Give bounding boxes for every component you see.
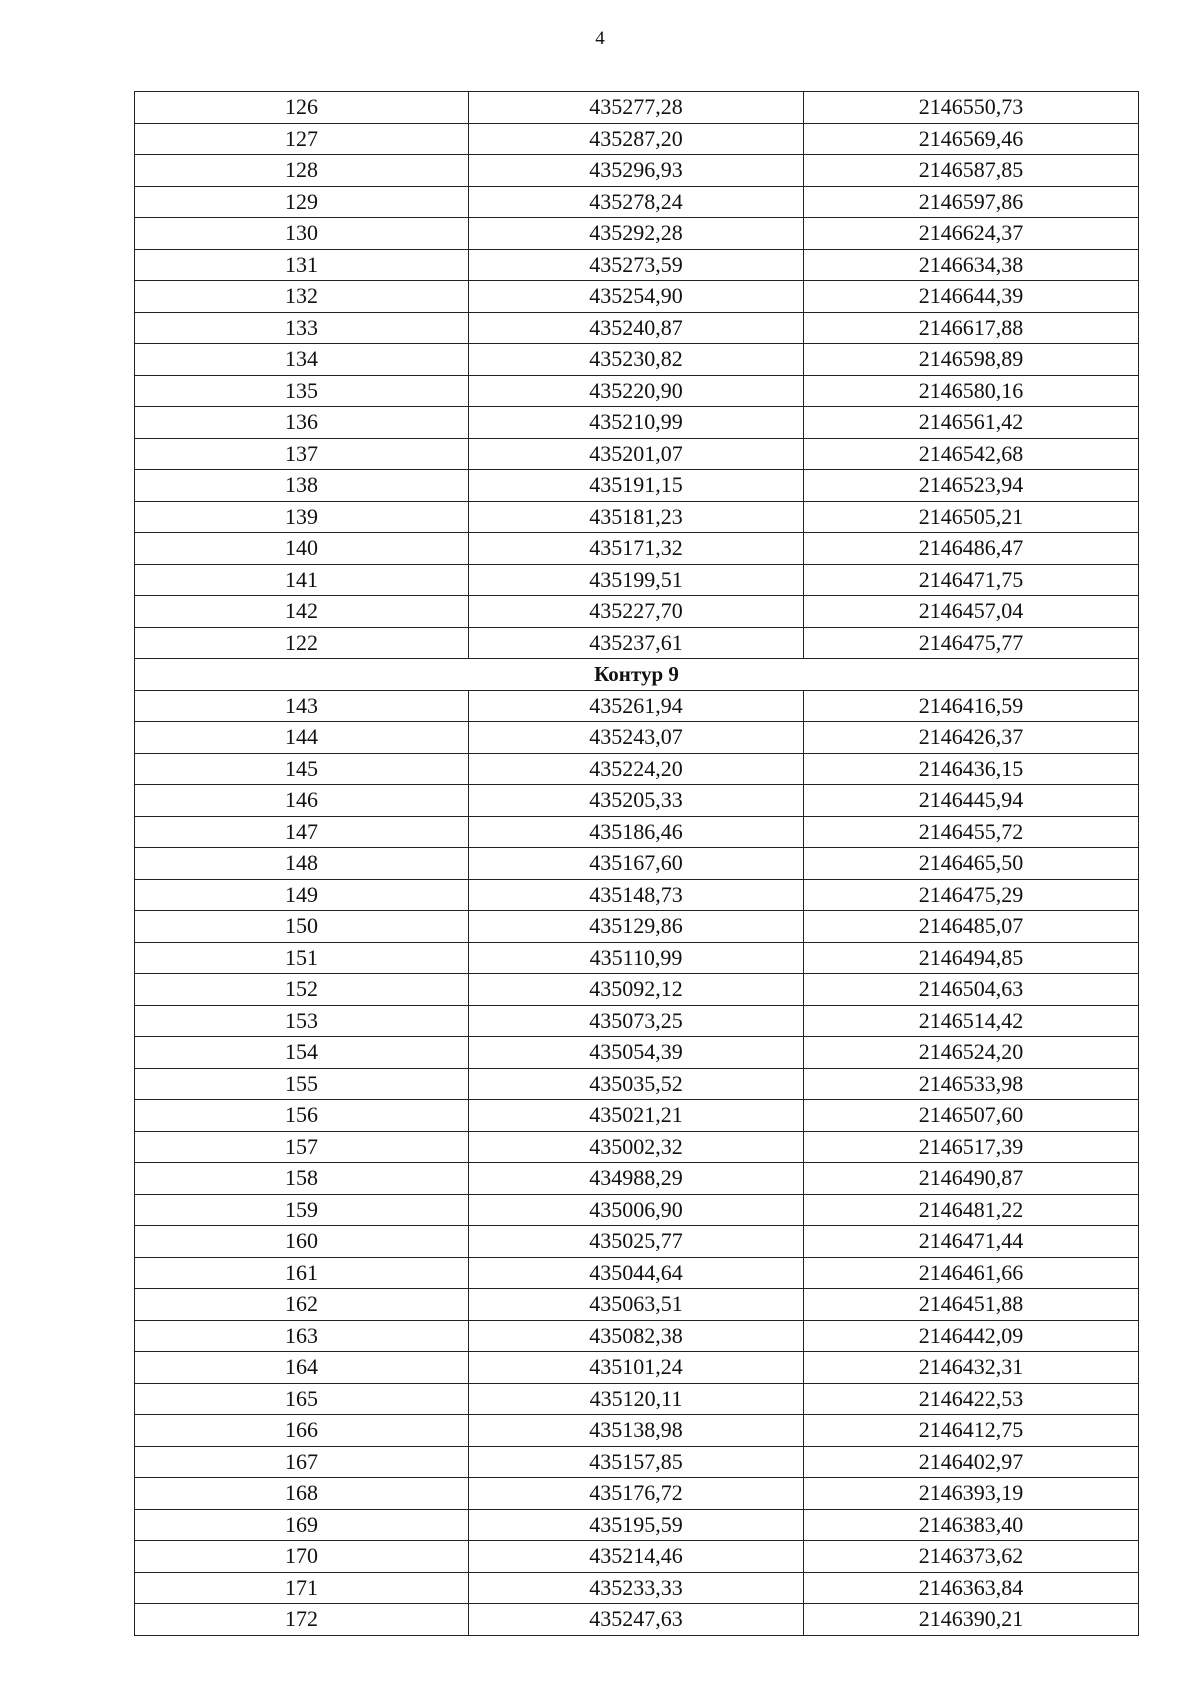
point-number-cell: 150 [135, 911, 469, 943]
point-number-cell: 129 [135, 186, 469, 218]
y-coordinate-cell: 2146471,75 [804, 564, 1139, 596]
table-row [135, 1037, 1139, 1069]
point-number-cell: 128 [135, 155, 469, 187]
x-coordinate-cell: 435063,51 [469, 1289, 804, 1321]
x-coordinate-cell: 435247,63 [469, 1604, 804, 1636]
point-number-cell: 170 [135, 1541, 469, 1573]
contour-section-row [135, 659, 1139, 691]
y-coordinate-cell: 2146475,29 [804, 879, 1139, 911]
point-number-cell: 157 [135, 1131, 469, 1163]
table-row [135, 1572, 1139, 1604]
coordinates-table-body [135, 92, 1139, 1636]
x-coordinate-cell: 435233,33 [469, 1572, 804, 1604]
point-number-cell: 167 [135, 1446, 469, 1478]
table-row [135, 533, 1139, 565]
x-coordinate-cell: 435243,07 [469, 722, 804, 754]
table-row [135, 1478, 1139, 1510]
point-number-cell: 158 [135, 1163, 469, 1195]
x-coordinate-cell: 434988,29 [469, 1163, 804, 1195]
table-row [135, 1446, 1139, 1478]
table-row [135, 1131, 1139, 1163]
y-coordinate-cell: 2146442,09 [804, 1320, 1139, 1352]
point-number-cell: 138 [135, 470, 469, 502]
x-coordinate-cell: 435035,52 [469, 1068, 804, 1100]
table-row [135, 312, 1139, 344]
x-coordinate-cell: 435224,20 [469, 753, 804, 785]
x-coordinate-cell: 435199,51 [469, 564, 804, 596]
x-coordinate-cell: 435157,85 [469, 1446, 804, 1478]
table-row [135, 1320, 1139, 1352]
y-coordinate-cell: 2146485,07 [804, 911, 1139, 943]
x-coordinate-cell: 435220,90 [469, 375, 804, 407]
table-row [135, 564, 1139, 596]
point-number-cell: 130 [135, 218, 469, 250]
x-coordinate-cell: 435167,60 [469, 848, 804, 880]
table-row [135, 186, 1139, 218]
y-coordinate-cell: 2146451,88 [804, 1289, 1139, 1321]
y-coordinate-cell: 2146505,21 [804, 501, 1139, 533]
y-coordinate-cell: 2146514,42 [804, 1005, 1139, 1037]
x-coordinate-cell: 435261,94 [469, 690, 804, 722]
table-row [135, 1226, 1139, 1258]
x-coordinate-cell: 435120,11 [469, 1383, 804, 1415]
x-coordinate-cell: 435292,28 [469, 218, 804, 250]
point-number-cell: 131 [135, 249, 469, 281]
point-number-cell: 143 [135, 690, 469, 722]
y-coordinate-cell: 2146481,22 [804, 1194, 1139, 1226]
x-coordinate-cell: 435230,82 [469, 344, 804, 376]
x-coordinate-cell: 435227,70 [469, 596, 804, 628]
y-coordinate-cell: 2146494,85 [804, 942, 1139, 974]
x-coordinate-cell: 435171,32 [469, 533, 804, 565]
point-number-cell: 155 [135, 1068, 469, 1100]
x-coordinate-cell: 435176,72 [469, 1478, 804, 1510]
contour-section-label: Контур 9 [135, 659, 1139, 691]
y-coordinate-cell: 2146617,88 [804, 312, 1139, 344]
point-number-cell: 152 [135, 974, 469, 1006]
table-row [135, 249, 1139, 281]
point-number-cell: 172 [135, 1604, 469, 1636]
x-coordinate-cell: 435148,73 [469, 879, 804, 911]
x-coordinate-cell: 435021,21 [469, 1100, 804, 1132]
x-coordinate-cell: 435025,77 [469, 1226, 804, 1258]
table-row [135, 690, 1139, 722]
table-row [135, 1604, 1139, 1636]
point-number-cell: 169 [135, 1509, 469, 1541]
x-coordinate-cell: 435254,90 [469, 281, 804, 313]
point-number-cell: 127 [135, 123, 469, 155]
table-row [135, 1541, 1139, 1573]
y-coordinate-cell: 2146390,21 [804, 1604, 1139, 1636]
table-row [135, 438, 1139, 470]
point-number-cell: 146 [135, 785, 469, 817]
x-coordinate-cell: 435195,59 [469, 1509, 804, 1541]
table-row [135, 281, 1139, 313]
point-number-cell: 168 [135, 1478, 469, 1510]
y-coordinate-cell: 2146550,73 [804, 92, 1139, 124]
x-coordinate-cell: 435002,32 [469, 1131, 804, 1163]
x-coordinate-cell: 435101,24 [469, 1352, 804, 1384]
x-coordinate-cell: 435186,46 [469, 816, 804, 848]
table-row [135, 1194, 1139, 1226]
table-row [135, 1352, 1139, 1384]
table-row [135, 501, 1139, 533]
x-coordinate-cell: 435129,86 [469, 911, 804, 943]
table-row [135, 470, 1139, 502]
point-number-cell: 159 [135, 1194, 469, 1226]
point-number-cell: 153 [135, 1005, 469, 1037]
table-row [135, 375, 1139, 407]
y-coordinate-cell: 2146393,19 [804, 1478, 1139, 1510]
y-coordinate-cell: 2146644,39 [804, 281, 1139, 313]
table-row [135, 879, 1139, 911]
point-number-cell: 135 [135, 375, 469, 407]
table-row [135, 942, 1139, 974]
table-row [135, 627, 1139, 659]
x-coordinate-cell: 435044,64 [469, 1257, 804, 1289]
x-coordinate-cell: 435237,61 [469, 627, 804, 659]
x-coordinate-cell: 435214,46 [469, 1541, 804, 1573]
table-row [135, 911, 1139, 943]
y-coordinate-cell: 2146486,47 [804, 533, 1139, 565]
x-coordinate-cell: 435210,99 [469, 407, 804, 439]
table-row [135, 816, 1139, 848]
x-coordinate-cell: 435191,15 [469, 470, 804, 502]
y-coordinate-cell: 2146490,87 [804, 1163, 1139, 1195]
table-row [135, 155, 1139, 187]
table-row [135, 722, 1139, 754]
x-coordinate-cell: 435287,20 [469, 123, 804, 155]
y-coordinate-cell: 2146402,97 [804, 1446, 1139, 1478]
point-number-cell: 163 [135, 1320, 469, 1352]
point-number-cell: 154 [135, 1037, 469, 1069]
point-number-cell: 141 [135, 564, 469, 596]
y-coordinate-cell: 2146587,85 [804, 155, 1139, 187]
x-coordinate-cell: 435110,99 [469, 942, 804, 974]
point-number-cell: 149 [135, 879, 469, 911]
y-coordinate-cell: 2146422,53 [804, 1383, 1139, 1415]
point-number-cell: 164 [135, 1352, 469, 1384]
y-coordinate-cell: 2146507,60 [804, 1100, 1139, 1132]
point-number-cell: 126 [135, 92, 469, 124]
y-coordinate-cell: 2146624,37 [804, 218, 1139, 250]
x-coordinate-cell: 435181,23 [469, 501, 804, 533]
point-number-cell: 160 [135, 1226, 469, 1258]
y-coordinate-cell: 2146569,46 [804, 123, 1139, 155]
table-row [135, 1257, 1139, 1289]
point-number-cell: 151 [135, 942, 469, 974]
y-coordinate-cell: 2146598,89 [804, 344, 1139, 376]
point-number-cell: 171 [135, 1572, 469, 1604]
point-number-cell: 166 [135, 1415, 469, 1447]
y-coordinate-cell: 2146465,50 [804, 848, 1139, 880]
x-coordinate-cell: 435092,12 [469, 974, 804, 1006]
table-row [135, 92, 1139, 124]
table-row [135, 123, 1139, 155]
point-number-cell: 134 [135, 344, 469, 376]
table-row [135, 1509, 1139, 1541]
x-coordinate-cell: 435054,39 [469, 1037, 804, 1069]
x-coordinate-cell: 435006,90 [469, 1194, 804, 1226]
table-row [135, 1100, 1139, 1132]
table-row [135, 407, 1139, 439]
y-coordinate-cell: 2146561,42 [804, 407, 1139, 439]
table-row [135, 1163, 1139, 1195]
table-row [135, 596, 1139, 628]
table-row [135, 344, 1139, 376]
point-number-cell: 136 [135, 407, 469, 439]
point-number-cell: 162 [135, 1289, 469, 1321]
y-coordinate-cell: 2146475,77 [804, 627, 1139, 659]
x-coordinate-cell: 435277,28 [469, 92, 804, 124]
y-coordinate-cell: 2146542,68 [804, 438, 1139, 470]
table-row [135, 1383, 1139, 1415]
y-coordinate-cell: 2146455,72 [804, 816, 1139, 848]
y-coordinate-cell: 2146524,20 [804, 1037, 1139, 1069]
x-coordinate-cell: 435073,25 [469, 1005, 804, 1037]
point-number-cell: 133 [135, 312, 469, 344]
y-coordinate-cell: 2146436,15 [804, 753, 1139, 785]
point-number-cell: 145 [135, 753, 469, 785]
y-coordinate-cell: 2146457,04 [804, 596, 1139, 628]
table-row [135, 785, 1139, 817]
table-row [135, 1005, 1139, 1037]
point-number-cell: 161 [135, 1257, 469, 1289]
y-coordinate-cell: 2146597,86 [804, 186, 1139, 218]
y-coordinate-cell: 2146416,59 [804, 690, 1139, 722]
table-row [135, 1289, 1139, 1321]
y-coordinate-cell: 2146580,16 [804, 375, 1139, 407]
y-coordinate-cell: 2146426,37 [804, 722, 1139, 754]
y-coordinate-cell: 2146504,63 [804, 974, 1139, 1006]
y-coordinate-cell: 2146517,39 [804, 1131, 1139, 1163]
point-number-cell: 139 [135, 501, 469, 533]
x-coordinate-cell: 435201,07 [469, 438, 804, 470]
point-number-cell: 156 [135, 1100, 469, 1132]
y-coordinate-cell: 2146471,44 [804, 1226, 1139, 1258]
table-row [135, 753, 1139, 785]
point-number-cell: 165 [135, 1383, 469, 1415]
table-row [135, 974, 1139, 1006]
point-number-cell: 140 [135, 533, 469, 565]
table-row [135, 1068, 1139, 1100]
y-coordinate-cell: 2146523,94 [804, 470, 1139, 502]
table-row [135, 848, 1139, 880]
table-row [135, 1415, 1139, 1447]
x-coordinate-cell: 435296,93 [469, 155, 804, 187]
x-coordinate-cell: 435082,38 [469, 1320, 804, 1352]
y-coordinate-cell: 2146383,40 [804, 1509, 1139, 1541]
point-number-cell: 148 [135, 848, 469, 880]
page-number: 4 [595, 28, 605, 49]
y-coordinate-cell: 2146634,38 [804, 249, 1139, 281]
y-coordinate-cell: 2146432,31 [804, 1352, 1139, 1384]
x-coordinate-cell: 435205,33 [469, 785, 804, 817]
x-coordinate-cell: 435138,98 [469, 1415, 804, 1447]
y-coordinate-cell: 2146445,94 [804, 785, 1139, 817]
point-number-cell: 144 [135, 722, 469, 754]
point-number-cell: 122 [135, 627, 469, 659]
y-coordinate-cell: 2146363,84 [804, 1572, 1139, 1604]
point-number-cell: 132 [135, 281, 469, 313]
point-number-cell: 147 [135, 816, 469, 848]
table-row [135, 218, 1139, 250]
coordinates-table [134, 91, 1139, 1636]
y-coordinate-cell: 2146412,75 [804, 1415, 1139, 1447]
x-coordinate-cell: 435273,59 [469, 249, 804, 281]
point-number-cell: 137 [135, 438, 469, 470]
x-coordinate-cell: 435240,87 [469, 312, 804, 344]
y-coordinate-cell: 2146461,66 [804, 1257, 1139, 1289]
y-coordinate-cell: 2146533,98 [804, 1068, 1139, 1100]
x-coordinate-cell: 435278,24 [469, 186, 804, 218]
point-number-cell: 142 [135, 596, 469, 628]
y-coordinate-cell: 2146373,62 [804, 1541, 1139, 1573]
